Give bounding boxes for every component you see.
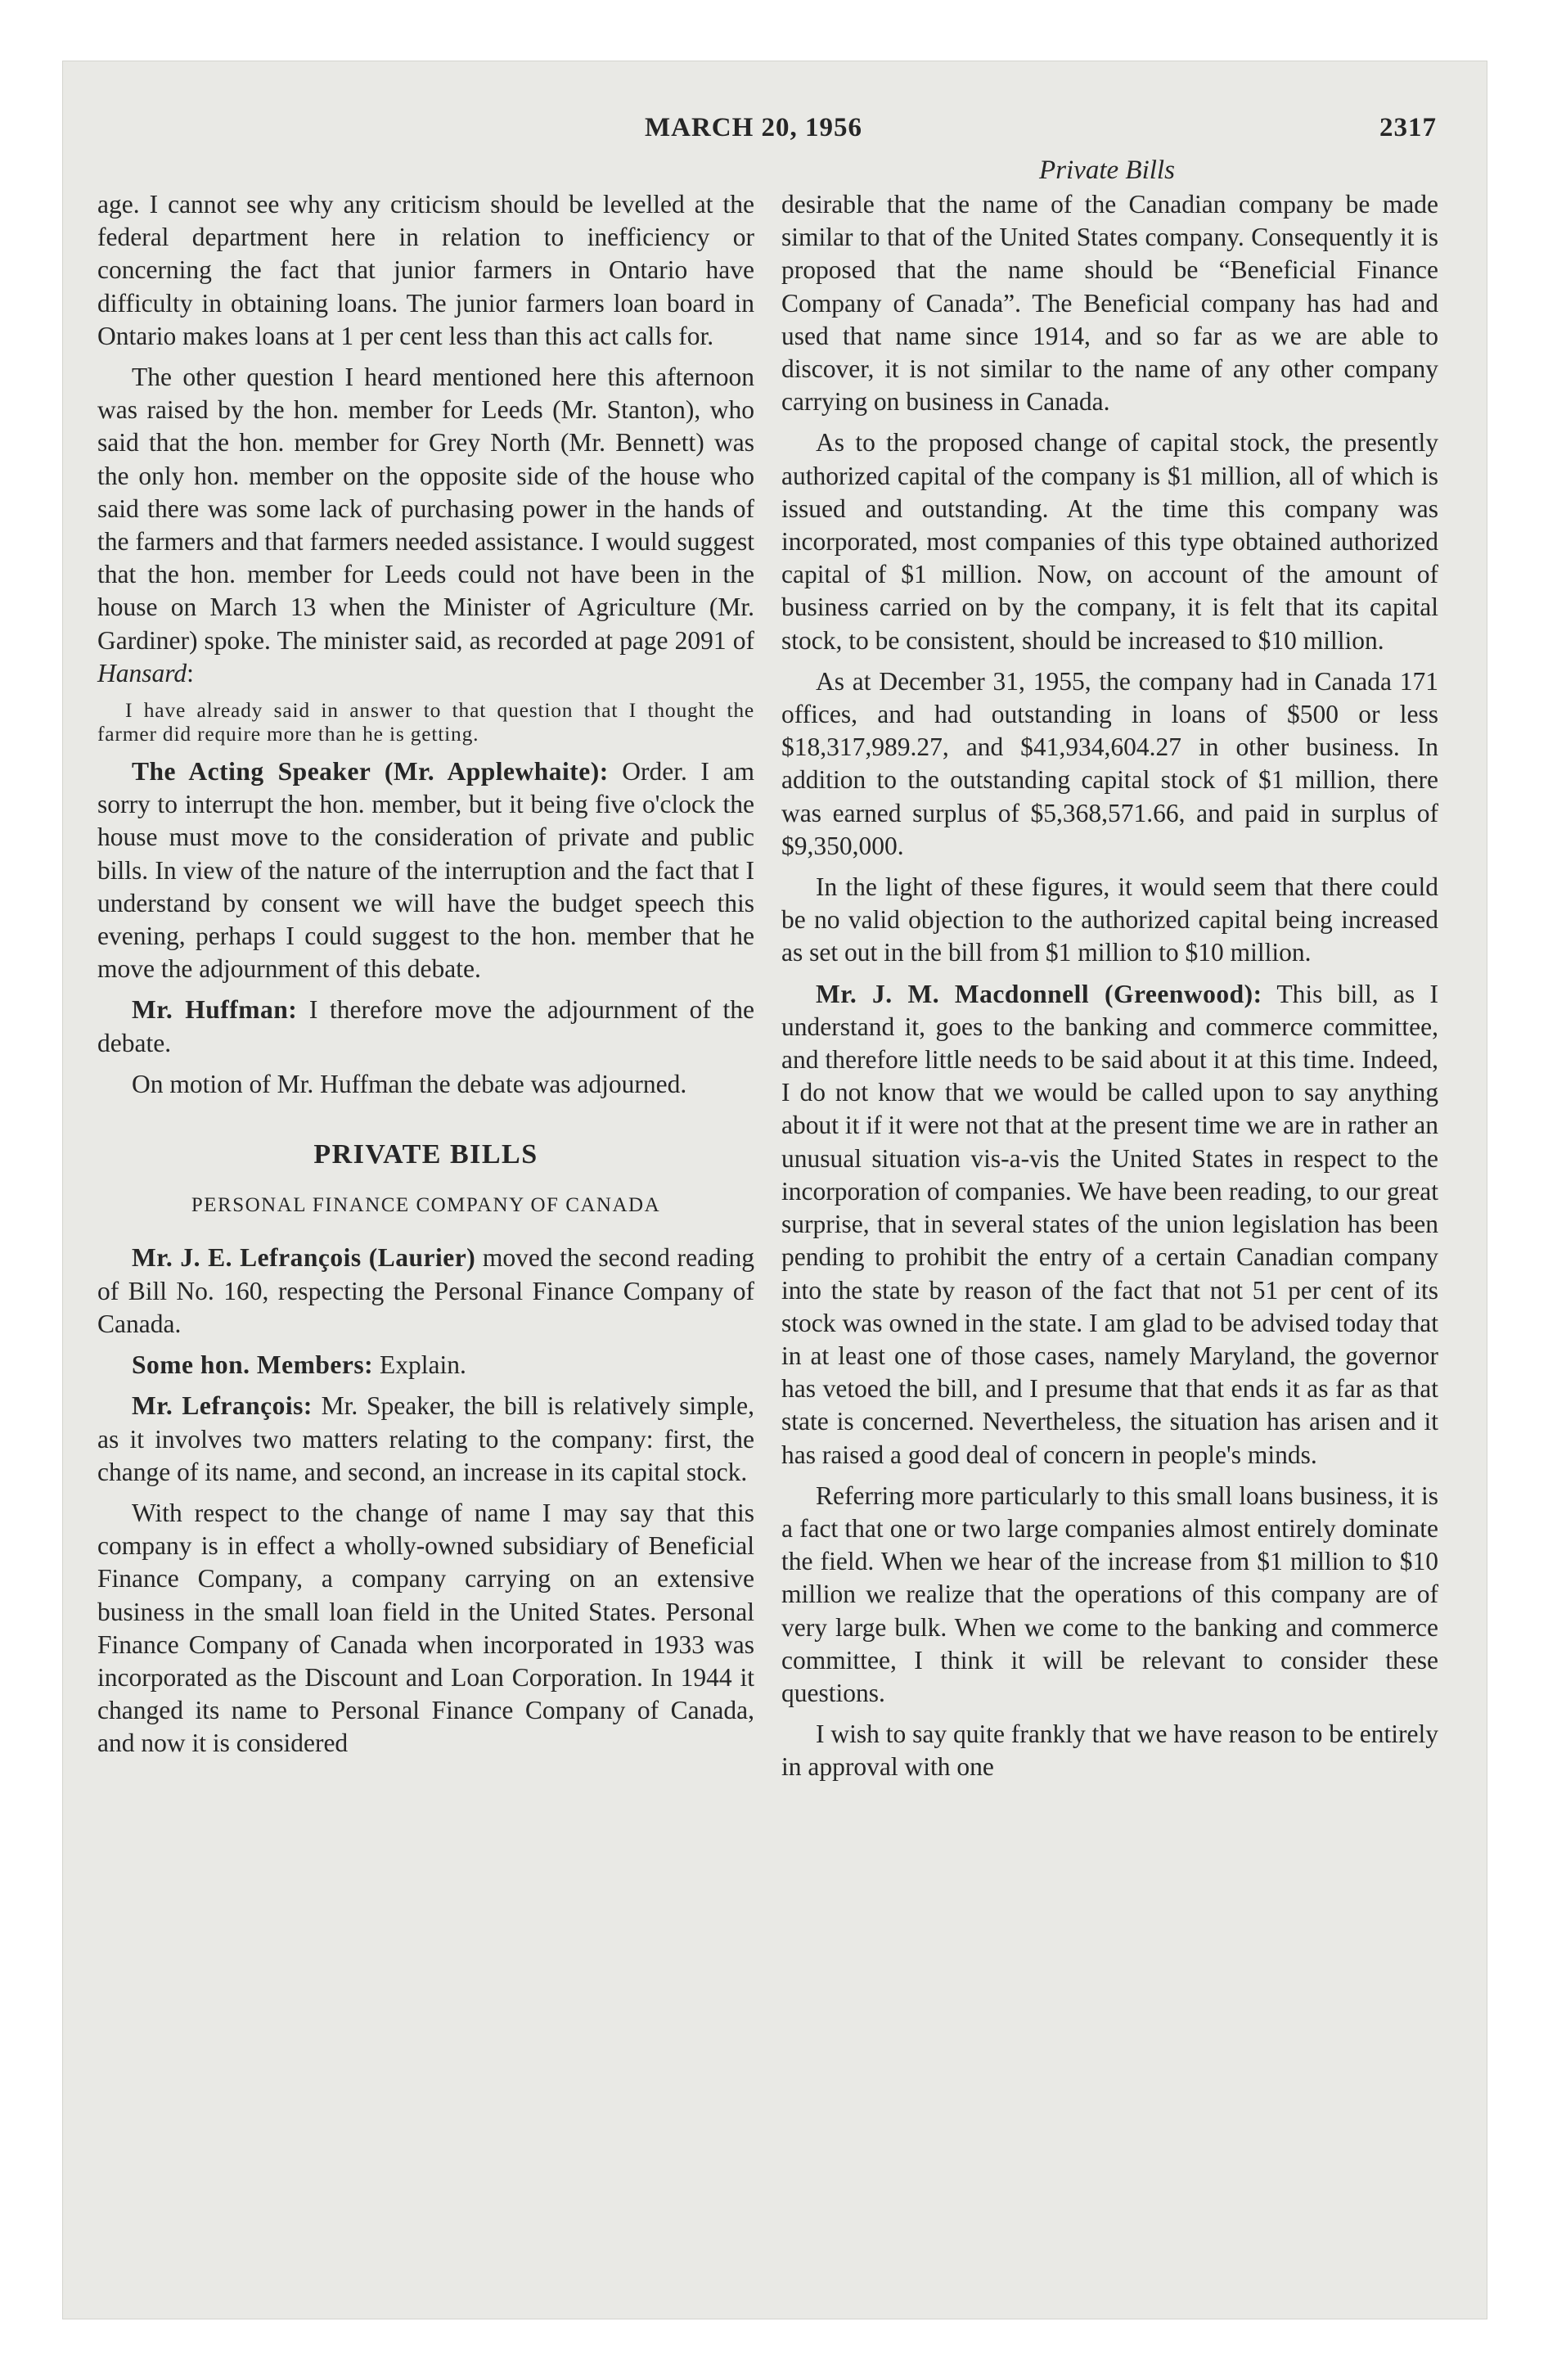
paragraph: On motion of Mr. Huffman the debate was adjourned. <box>132 1069 687 1098</box>
paragraph <box>97 1390 754 1489</box>
paragraph <box>781 978 1438 1472</box>
page-number: 2317 <box>1379 113 1437 142</box>
paragraph <box>97 361 754 690</box>
paragraph: desirable that the name of the Canadian company be made similar to that of the United States company. Consequently it is proposed that the name should be “Beneficial Finance Company of Canada”. The Beneficial company has had and used that name since 1914, and so far as we are able to discover, it is not similar to the name of any other company carrying on business in Canada. <box>781 190 1438 417</box>
paragraph: age. I cannot see why any criticism should be levelled at the federal department here in relation to inefficiency or concerning the fact that junior farmers in Ontario have difficulty in obtaining loans. The junior farmers loan board in Ontario makes loans at 1 per cent less than this act calls for. <box>97 190 754 350</box>
subsection-heading: PERSONAL FINANCE COMPANY OF CANADA <box>191 1194 661 1217</box>
paragraph-text: This bill, as I understand it, goes to the banking and commerce committee, and therefore little needs to be said about it at this time. Indeed, I do not know that we would be called upon to say anything about it if it were not that at the present time we are in rather an unusual situation vis-a-vis the United States in respect to the incorporation of companies. We have been reading, to our great surprise, that in several states of the union legislation has been pending to prohibit the entry of a certain Canadian company into the state by reason of the fact that not 51 per cent of its stock was owned in the state. I am glad to be advised today that in at least one of those cases, namely Maryland, the governor has vetoed the bill, and I presume that that ends it as far as that state is concerned. Nevertheless, the situation has arisen and it has raised a good deal of concern in people's minds. <box>781 979 1438 1469</box>
paragraph <box>97 755 754 985</box>
paragraph-text: moved the second reading of Bill No. 160, respecting the Personal Finance Company of Canada. <box>97 1243 755 1338</box>
section-heading: PRIVATE BILLS <box>313 1139 538 1170</box>
hansard-reference: Hansard <box>97 658 187 687</box>
paragraph: As at December 31, 1955, the company had in Canada 171 offices, and had outstanding in loans of $500 or less $18,317,989.27, and $41,934,604.27 in other business. In addition to the outstanding capital stock of $1 million, there was earned surplus of $5,368,571.66, and paid in surplus of $9,350,000. <box>781 666 1438 860</box>
paragraph <box>97 1242 754 1341</box>
paragraph: Referring more particularly to this small loans business, it is a fact that one or two large companies almost entirely dominate the field. When we hear of the increase from $1 million to $10 million we realize that the operations of this company are of very large bulk. When we come to the banking and commerce committee, I think it will be relevant to consider these questions. <box>781 1481 1438 1707</box>
paragraph-text: The other question I heard mentioned here this afternoon was raised by the hon. member for Leeds (Mr. Stanton), who said that the hon. member for Grey North (Mr. Bennett) was the only hon. member on the opposite side of the house who said there was some lack of purchasing power in the hands of the farmers and that farmers needed assistance. I would suggest that the hon. member for Leeds could not have been in the house on March 13 when the Minister of Agriculture (Mr. Gardiner) spoke. The minister said, as recorded at page 2091 of <box>97 363 754 655</box>
paragraph-text: I therefore move the adjournment of the debate. <box>97 995 754 1057</box>
paragraph <box>97 994 754 1059</box>
speaker-name: The Acting Speaker (Mr. Applewhaite): <box>132 757 609 787</box>
speaker-name: Mr. J. M. Macdonnell (Greenwood): <box>816 979 1262 1008</box>
paragraph <box>97 1349 754 1382</box>
paragraph: As to the proposed change of capital stock, the presently authorized capital of the company is $1 million, all of which is issued and outstanding. At the time this company was incorporated, most companies of this type obtained authorized capital of $1 million. Now, on account of the amount of business carried on by the company, it is felt that its capital stock, to be consistent, should be increased to $10 million. <box>781 428 1438 655</box>
right-column <box>781 188 1438 1792</box>
paragraph-text: Explain. <box>379 1350 466 1380</box>
quotation: I have already said in answer to that question that I thought the farmer did require more than he is getting. <box>97 698 754 746</box>
paragraph-text: Mr. Speaker, the bill is relatively simple, as it involves two matters relating to the company: first, the change of its name, and second, an increase in its capital stock. <box>97 1391 754 1486</box>
speaker-name: Mr. J. E. Lefrançois (Laurier) <box>132 1243 476 1273</box>
page-header <box>0 113 1548 149</box>
left-column <box>97 188 754 1769</box>
paragraph: In the light of these figures, it would seem that there could be no valid objection to the authorized capital being increased as set out in the bill from $1 million to $10 million. <box>781 872 1438 967</box>
paragraph: I wish to say quite frankly that we have reason to be entirely in approval with one <box>781 1720 1439 1782</box>
section-title: Private Bills <box>1039 156 1175 185</box>
colon: : <box>187 658 194 687</box>
header-date: MARCH 20, 1956 <box>645 113 863 142</box>
speaker-name: Some hon. Members: <box>132 1350 374 1380</box>
paragraph-text: Order. I am sorry to interrupt the hon. member, but it being five o'clock the house must move to the consideration of private and public bills. In view of the nature of the interruption and the fact that I understand by consent we will have the budget speech this evening, perhaps I could suggest to the hon. member that he move the adjournment of this debate. <box>97 757 754 984</box>
speaker-name: Mr. Huffman: <box>132 995 298 1025</box>
paragraph: With respect to the change of name I may say that this company is in effect a wholly-owned subsidiary of Beneficial Finance Company, a company carrying on an extensive business in the small loan field in the United States. Personal Finance Company of Canada when incorporated in 1933 was incorporated as the Discount and Loan Corporation. In 1944 it changed its name to Personal Finance Company of Canada, and now it is considered <box>97 1498 754 1758</box>
speaker-name: Mr. Lefrançois: <box>132 1391 313 1421</box>
